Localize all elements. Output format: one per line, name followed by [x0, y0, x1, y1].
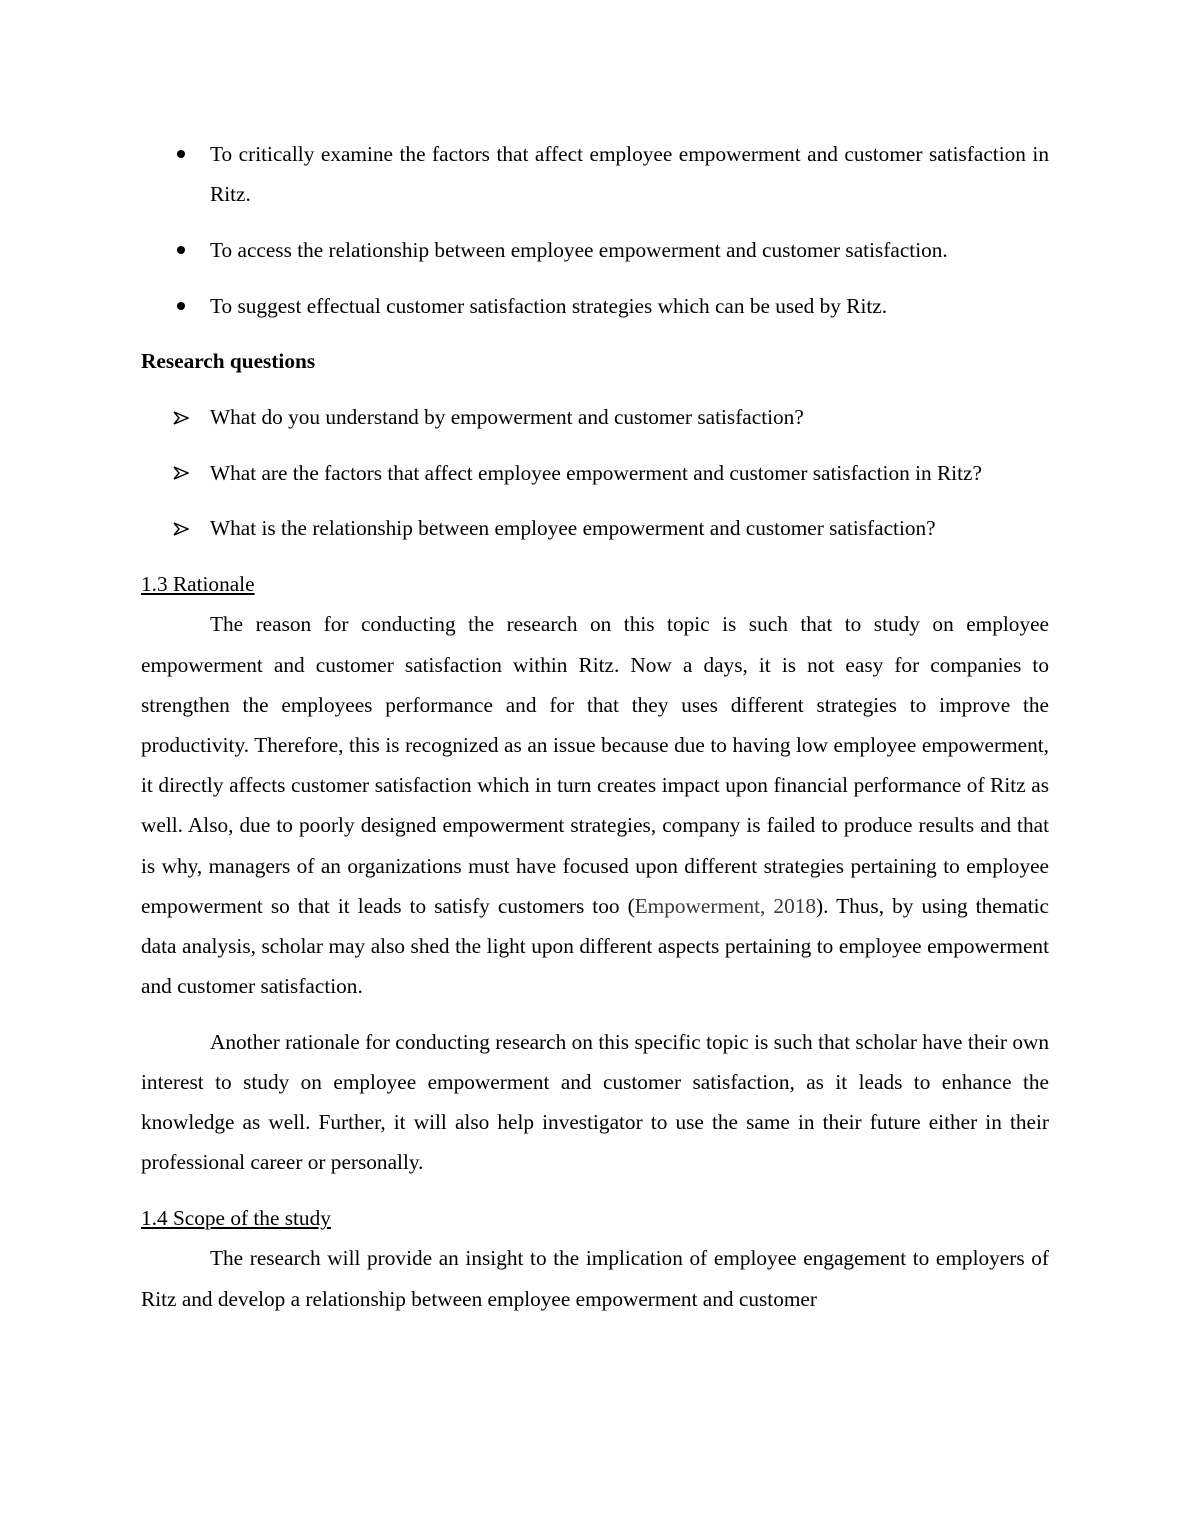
- arrow-bullet-icon: [171, 453, 191, 493]
- arrow-bullet-icon: [171, 397, 191, 437]
- list-item-text: What is the relationship between employee empowerment and customer satisfaction?: [210, 516, 936, 541]
- list-item: [141, 286, 1049, 326]
- bullet-icon: [171, 134, 191, 174]
- bullet-icon: [171, 286, 191, 326]
- list-item-text: What are the factors that affect employee empowerment and customer satisfaction in Ritz?: [210, 460, 982, 485]
- list-item: [141, 134, 1049, 214]
- rationale-paragraph-1: [141, 604, 1049, 1006]
- arrow-bullet-icon: [171, 508, 191, 548]
- rationale-heading: 1.3 Rationale: [141, 572, 255, 597]
- research-questions-list: [141, 397, 1049, 549]
- bullet-icon: [171, 230, 191, 270]
- list-item-text: What do you understand by empowerment and customer satisfaction?: [210, 405, 804, 430]
- list-item: [141, 508, 1049, 548]
- scope-paragraph-1: The research will provide an insight to the implication of employee engagement to employers of Ritz and develop a relationship between employee empowerment and customer: [141, 1246, 1049, 1311]
- list-item: [141, 397, 1049, 437]
- document-page: [141, 134, 1049, 1334]
- rationale-text: ). Thus, by using thematic data analysis, scholar may also shed the light upon different aspects pertaining to employee empowerment and customer satisfaction.: [141, 893, 1049, 999]
- rationale-text: The reason for conducting the research on this topic is such that to study on employee empowerment and customer satisfaction within Ritz. Now a days, it is not easy for companies to strengthen the employees performance and for that they uses different strategies to improve the productivity. Therefore, this is recognized as an issue because due to having low employee empowerment, it directly affects customer satisfaction which in turn creates impact upon financial performance of Ritz as well. Also, due to poorly designed empowerment strategies, company is failed to produce results and that is why, managers of an organizations must have focused upon different strategies pertaining to employee empowerment so that it leads to satisfy customers too (: [141, 612, 1049, 918]
- citation: Empowerment, 2018: [634, 893, 817, 918]
- objectives-list: [141, 134, 1049, 326]
- list-item: [141, 230, 1049, 270]
- list-item: [141, 453, 1049, 493]
- list-item-text: To access the relationship between employee empowerment and customer satisfaction.: [210, 237, 948, 262]
- research-questions-heading: Research questions: [141, 349, 316, 374]
- list-item-text: To critically examine the factors that affect employee empowerment and customer satisfaction in Ritz.: [210, 142, 1049, 207]
- rationale-paragraph-2: Another rationale for conducting research on this specific topic is such that scholar have their own interest to study on employee empowerment and customer satisfaction, as it leads to enhance the knowledge as well. Further, it will also help investigator to use the same in their future either in their professional career or personally.: [141, 1029, 1049, 1175]
- list-item-text: To suggest effectual customer satisfaction strategies which can be used by Ritz.: [210, 293, 888, 318]
- scope-heading: 1.4 Scope of the study: [141, 1206, 331, 1231]
